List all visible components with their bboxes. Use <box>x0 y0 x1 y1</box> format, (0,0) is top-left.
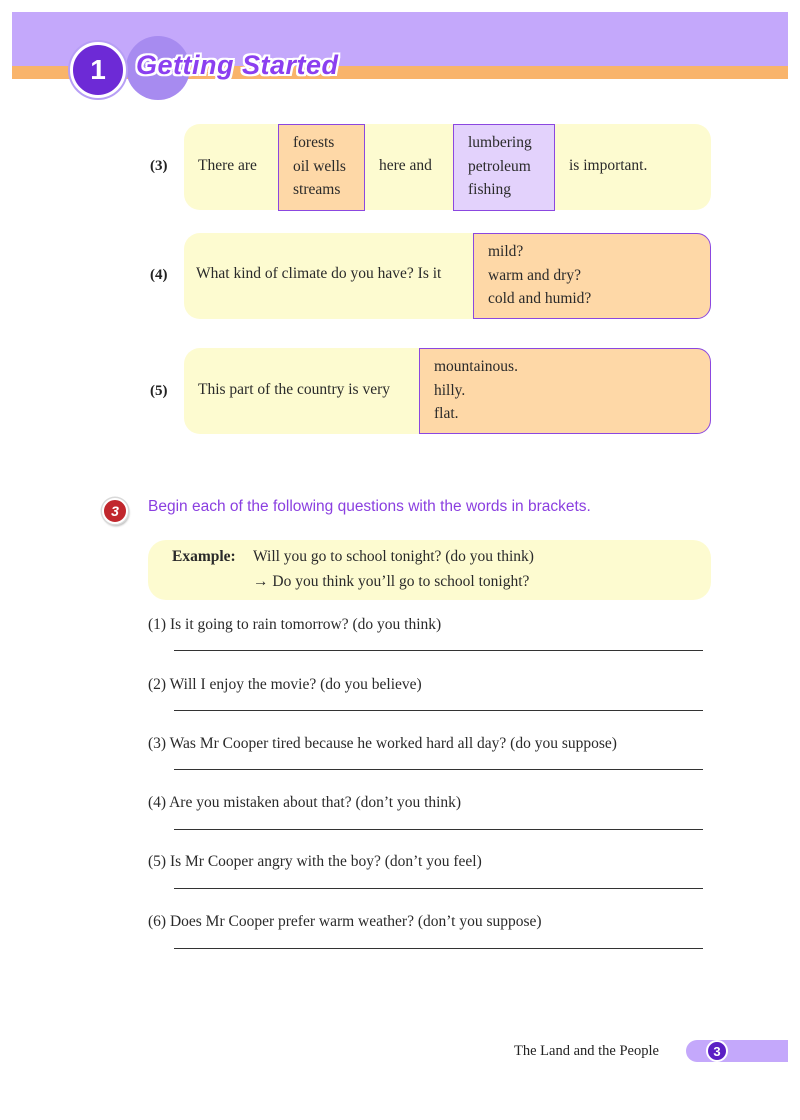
example-question: Will you go to school tonight? (do you think) <box>253 548 534 565</box>
example-answer: → Do you think you’ll go to school tonight? <box>253 573 530 590</box>
answer-line-3[interactable] <box>174 769 703 770</box>
footer-band <box>686 1040 788 1062</box>
item-number-5: (5) <box>150 383 168 399</box>
question-1: (1) Is it going to rain tomorrow? (do you think) <box>148 616 442 633</box>
question-5: (5) Is Mr Cooper angry with the boy? (don’t you feel) <box>148 853 482 870</box>
answer-line-5[interactable] <box>174 888 703 889</box>
row3-text-middle: here and <box>379 157 432 174</box>
option-oil-wells: oil wells <box>293 157 346 175</box>
unit-number-badge: 1 <box>70 42 126 98</box>
row4-options-climate <box>473 233 711 319</box>
item-number-4: (4) <box>150 267 168 283</box>
item-number-3: (3) <box>150 158 168 174</box>
example-label: Example: <box>172 548 236 565</box>
page-number: 3 <box>706 1040 728 1062</box>
option-hilly: hilly. <box>434 381 466 399</box>
option-fishing: fishing <box>468 181 512 198</box>
footer-unit-title: The Land and the People <box>514 1043 659 1059</box>
option-petroleum: petroleum <box>468 157 531 175</box>
page-title: Getting Started <box>136 50 339 80</box>
row4-text: What kind of climate do you have? Is it <box>196 265 442 282</box>
row3-options-industries <box>453 124 555 211</box>
answer-line-1[interactable] <box>174 650 703 651</box>
option-warm-and-dry: warm and dry? <box>488 266 581 284</box>
exercise-instruction: Begin each of the following questions with the words in brackets. <box>148 498 591 515</box>
option-mild: mild? <box>488 243 524 260</box>
row5-options-terrain <box>419 348 711 434</box>
answer-line-4[interactable] <box>174 829 703 830</box>
option-forests: forests <box>293 134 335 151</box>
question-2: (2) Will I enjoy the movie? (do you believe) <box>148 676 422 693</box>
answer-line-2[interactable] <box>174 710 703 711</box>
option-mountainous: mountainous. <box>434 358 518 375</box>
question-4: (4) Are you mistaken about that? (don’t you think) <box>148 794 462 811</box>
row3-text-before: There are <box>198 157 257 174</box>
question-3: (3) Was Mr Cooper tired because he worked hard all day? (do you suppose) <box>148 735 617 752</box>
row5-text: This part of the country is very <box>198 381 390 398</box>
question-6: (6) Does Mr Cooper prefer warm weather? (don’t you suppose) <box>148 913 542 930</box>
option-streams: streams <box>293 181 341 198</box>
answer-line-6[interactable] <box>174 948 703 949</box>
row3-options-nouns <box>278 124 365 211</box>
row3-text-after: is important. <box>569 157 648 174</box>
exercise-number-badge: 3 <box>102 498 128 524</box>
option-lumbering: lumbering <box>468 134 532 151</box>
option-cold-and-humid: cold and humid? <box>488 290 592 307</box>
option-flat: flat. <box>434 405 459 422</box>
